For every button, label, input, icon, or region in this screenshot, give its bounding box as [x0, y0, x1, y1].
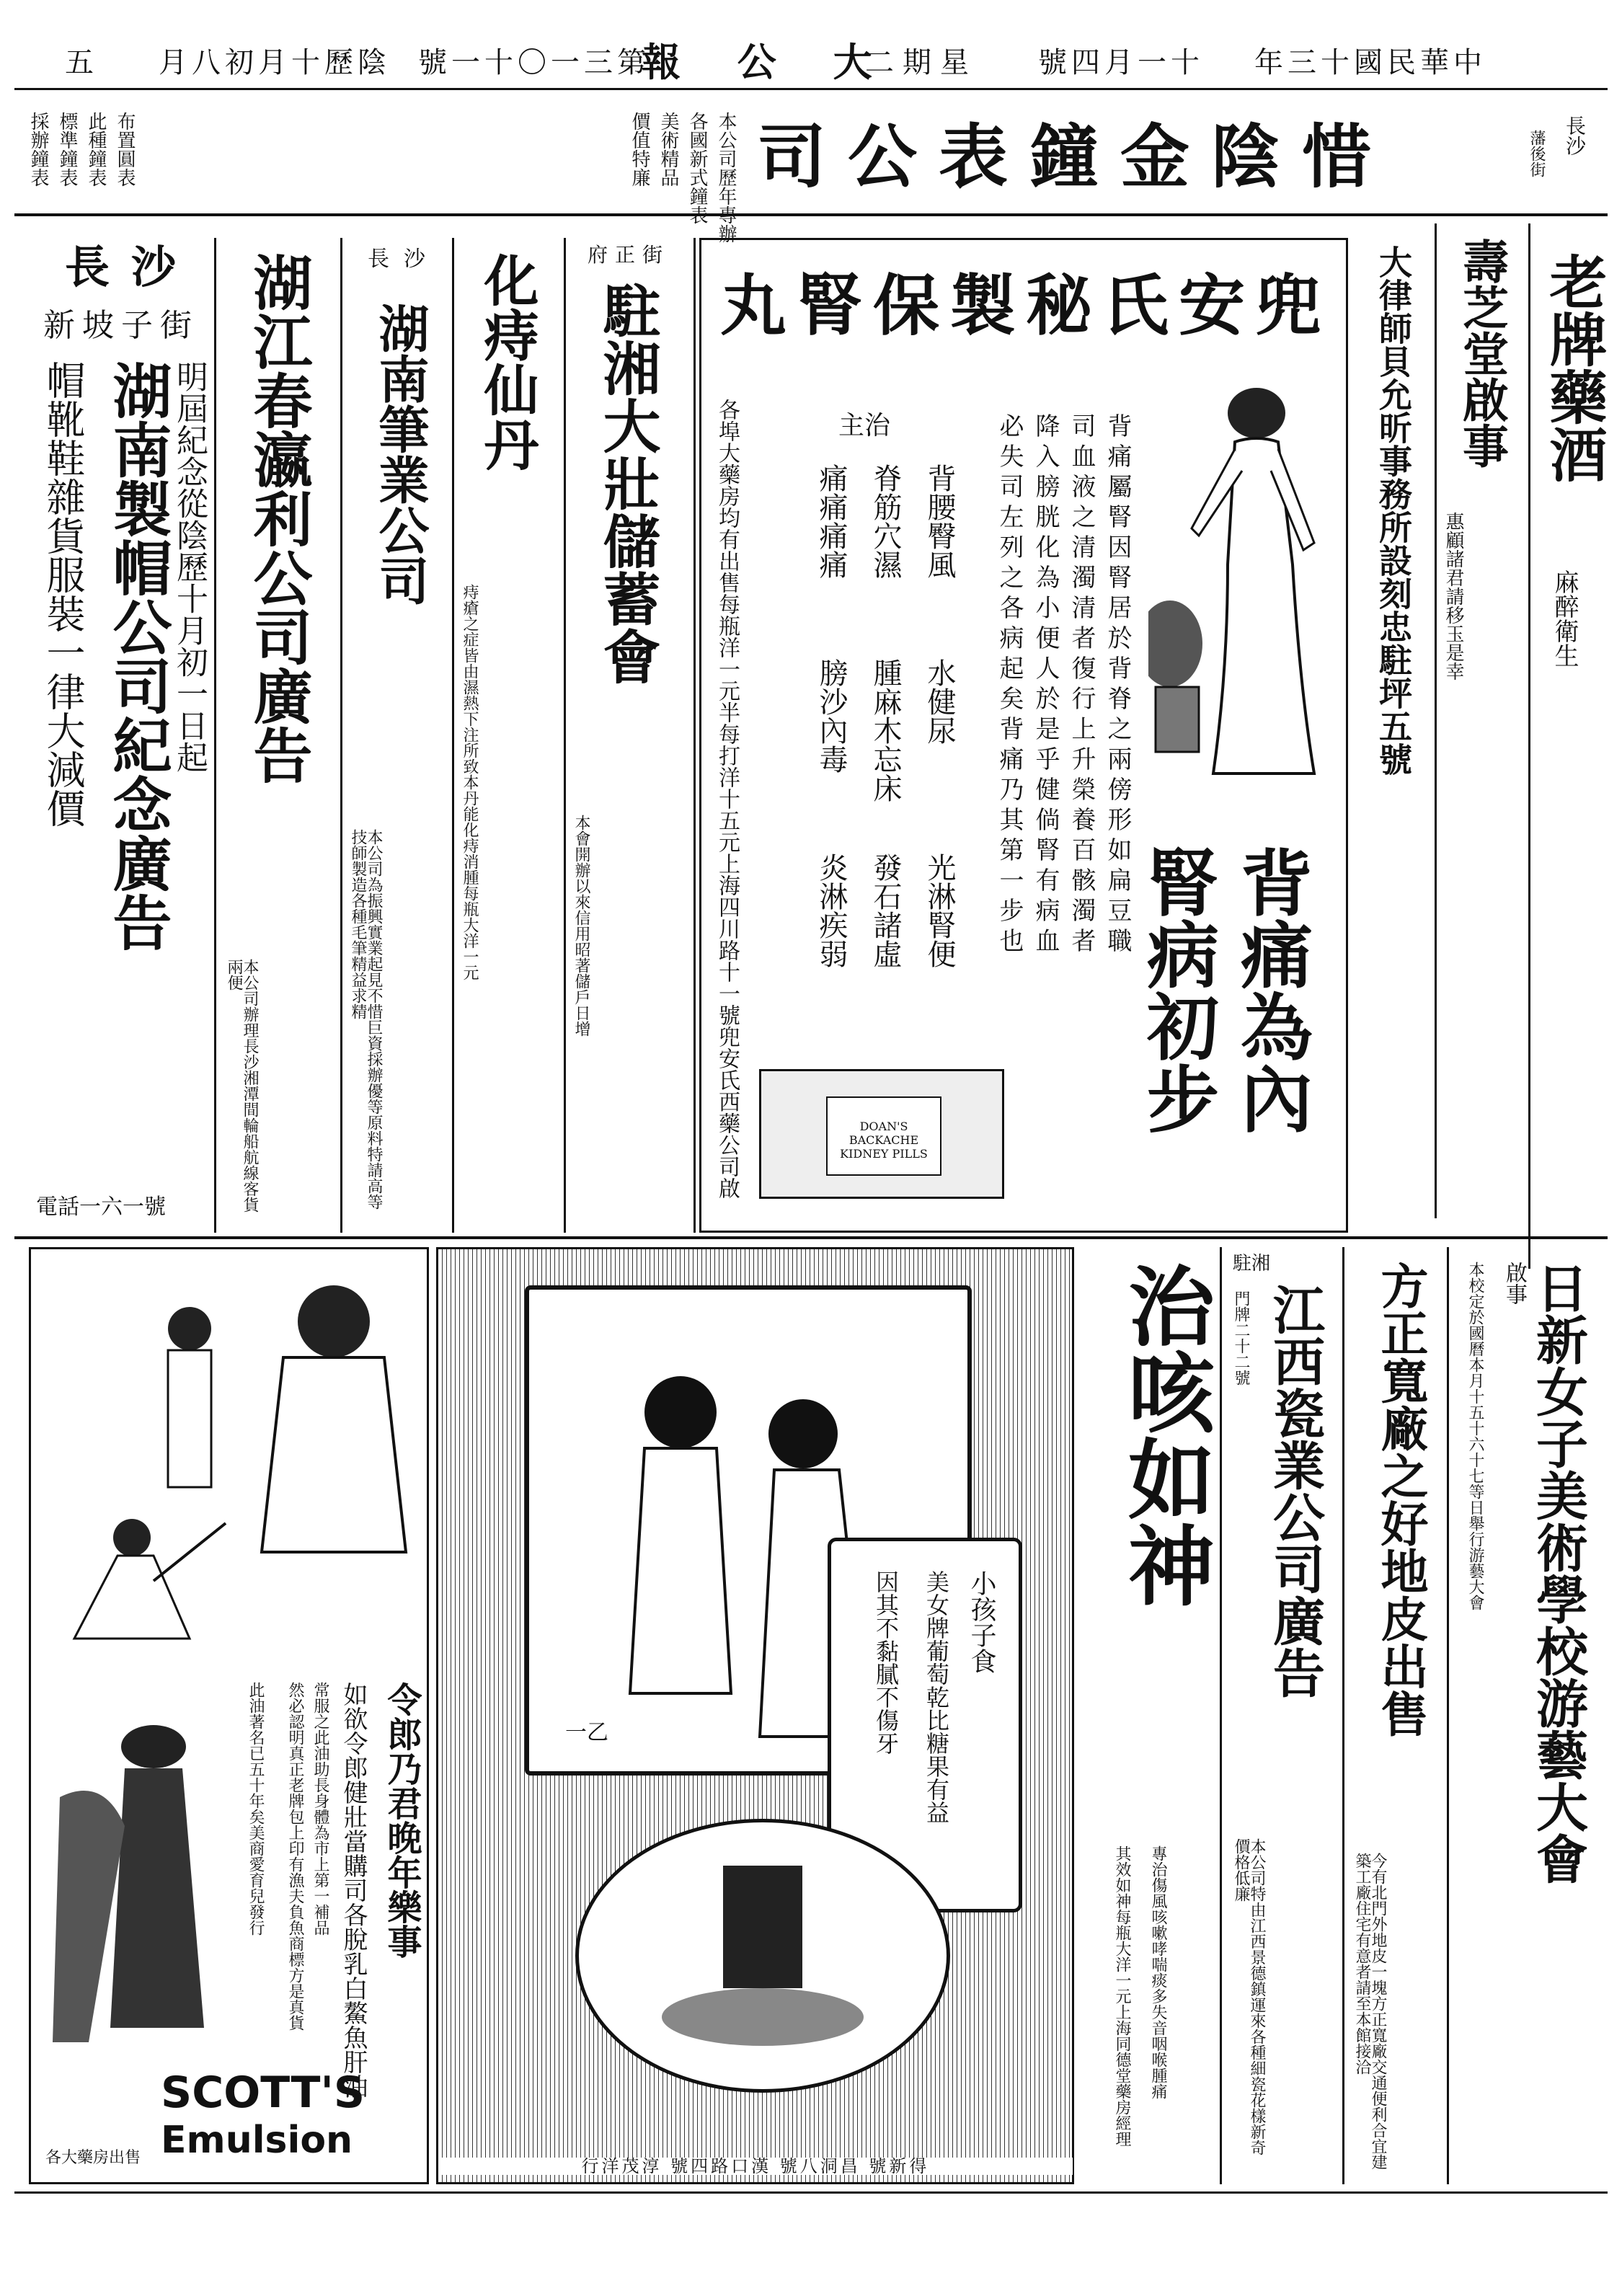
savings-header: 府正街: [588, 243, 670, 267]
treats-column: 水健尿: [923, 658, 956, 745]
banner-copy-line: 布置圓表: [114, 112, 136, 187]
banner-copy-line: 標準鐘表: [56, 112, 78, 187]
raisin-box-illustration: [579, 1822, 947, 2089]
illustration-tag: 一乙: [565, 1720, 608, 1745]
raisin-box-oval: [575, 1819, 950, 2093]
hat-company-ad: [14, 238, 216, 1233]
school-sub: 啟事: [1502, 1262, 1527, 1305]
porcelain-title: 江西瓷業公司廣告: [1264, 1283, 1326, 1698]
hat-ad-sub: 新坡子街: [43, 307, 199, 344]
brush-ad-header: 長沙: [368, 247, 440, 272]
slogan-line-1: 背痛為內: [1228, 846, 1313, 1134]
cough-body-2: 其效如神每瓶大洋一元上海同德堂藥房經理: [1113, 1845, 1131, 2147]
banner-company-name: 司公表鐘金陰惜: [757, 116, 1393, 198]
slogan-line-2: 腎病初步: [1135, 846, 1220, 1134]
brush-company-ad: [346, 238, 454, 1233]
scotts-brand-line2: Emulsion: [161, 2119, 353, 2162]
family-illustration: [45, 1278, 420, 1653]
body-col: 背痛屬腎因腎居於背脊之兩傍形如扁豆職: [1103, 413, 1132, 958]
porcelain-prefix: 駐湘: [1233, 1253, 1271, 1275]
lunar-date: 月八初月十歷陰: [159, 46, 391, 79]
scotts-headline: 令郎乃君晚年樂事: [381, 1682, 422, 1959]
far-right-strip: [1528, 223, 1608, 1269]
porcelain-company-ad: [1226, 1247, 1344, 2184]
hemorrhoid-title: 化痔仙丹: [475, 252, 539, 471]
shouzhitang-notice: [1435, 223, 1525, 1218]
kidney-ad-title: 丸腎保製秘氏安兜: [719, 267, 1331, 345]
banner-copy-line: 此種鐘表: [85, 112, 107, 187]
hat-ad-side: 帽靴鞋雜貨服裝一律大減價: [40, 360, 86, 828]
far-right-sub: 麻醉衛生: [1550, 569, 1579, 668]
kidney-pill-ad: [699, 238, 1348, 1233]
chunying-note: 本公司辦理長沙湘潭間輪船航線客貨兩便: [225, 959, 259, 1213]
cough-medicine-ad: [1078, 1247, 1222, 2184]
shouzhitang-note: 惠顧諸君請移玉是幸: [1442, 512, 1464, 681]
paper-name: 報 公 大: [642, 39, 894, 85]
section-divider: [14, 1236, 1608, 1239]
clock-company-banner: [14, 101, 1608, 243]
date: 號四月一十: [1038, 46, 1204, 79]
raisin-footer: 行洋茂淳 號四路口漢 號八洞昌 號新得: [438, 2158, 1073, 2175]
scotts-sub: 如欲令郎健壯當購司各脫乳白鰲魚肝油: [339, 1682, 368, 2098]
raisin-ad: [436, 1247, 1074, 2184]
land-title: 方正寬廠之好地皮出售: [1373, 1262, 1429, 1737]
hemorrhoid-note: 痔瘡之症皆由濕熱下注所致本丹能化痔消腫每瓶大洋一元: [461, 584, 479, 980]
hat-ad-header: 長沙: [65, 241, 198, 293]
hemorrhoid-pill-ad: [458, 238, 566, 1233]
banner-copy-line: 採辦鐘表: [27, 112, 49, 187]
savings-title: 駐湘大壯儲蓄會: [593, 281, 661, 685]
kidney-price: 各埠大藥房均有出售每瓶洋一元半每打洋十五元上海四川路十一號兜安氏西藥公司啟: [714, 399, 740, 1199]
savings-note: 本會開辦以來信用昭著儲戶日增: [572, 815, 590, 1037]
kidney-ad-body: [766, 413, 1141, 1047]
year: 年三十國民華中: [1254, 46, 1486, 79]
pill-package: [759, 1069, 1004, 1199]
bottom-rule: [14, 2191, 1608, 2194]
scotts-agent: 各大藥房出售: [45, 2149, 141, 2167]
scotts-body-1: 常服之此油助長身體為市上第一補品: [311, 1682, 329, 1936]
treats-column: 脊筋穴濕: [869, 464, 902, 579]
hat-ad-tel: 電話一六一號: [36, 1194, 166, 1220]
banner-city: 長沙: [1563, 115, 1587, 156]
treats-column: 腫麻木忘床: [869, 658, 902, 802]
banner-copy-line: 各國新式鐘表: [686, 112, 708, 224]
land-body: 今有北門外地皮一塊方正寬廠交通便利合宜建築工廠住宅有意者請至本館接洽: [1353, 1853, 1387, 2170]
chunying-title: 湖江春瀛利公司廣告: [244, 252, 313, 784]
banner-copy: [27, 112, 737, 243]
issue-number: 號一十〇一三第: [418, 46, 650, 79]
savings-society-ad: [570, 238, 696, 1233]
banner-copy-line: 價值特廉: [629, 112, 650, 187]
treats-column: 膀沙內毒: [815, 658, 848, 774]
card-line-2: 美女牌葡萄乾比糖果有益: [923, 1570, 950, 1824]
scotts-body-2: 然必認明真正老牌包上印有漁夫負魚商標方是真貨: [286, 1682, 304, 2031]
school-title: 日新女子美術學校游藝大會: [1528, 1262, 1589, 1884]
card-line-1: 小孩子食: [967, 1570, 996, 1674]
banner-copy-line: 美術精品: [657, 112, 679, 187]
body-col: 降入膀胱化為小便人於是乎健倘腎有病血: [1031, 413, 1060, 958]
lawyer-notice: [1355, 223, 1431, 1218]
page-number: 五: [65, 46, 94, 79]
far-right-text: 老牌藥酒: [1540, 252, 1608, 483]
land-sale-ad: [1348, 1247, 1449, 2184]
treats-column: 發石諸虛: [869, 853, 902, 968]
scotts-brand-line1: SCOTT'S: [161, 2067, 365, 2118]
treats-column: 炎淋疾弱: [815, 853, 848, 968]
treats-column: 光淋腎便: [923, 853, 956, 968]
fisherman-trademark: [45, 1711, 233, 2049]
hat-ad-note: 明屆紀念從陰歷十月初一日起: [171, 360, 208, 773]
art-school-ad: [1453, 1247, 1608, 2184]
treats-grid: [781, 464, 954, 1040]
banner-address: 藩後街: [1528, 130, 1546, 177]
scotts-emulsion-ad: [29, 1247, 429, 2184]
banner-copy-line: 本公司歷年專辦: [715, 112, 737, 243]
chunying-ad: [220, 238, 342, 1233]
hat-ad-title: 湖南製帽公司紀念廣告: [103, 360, 172, 952]
weekday: 二期星: [865, 46, 978, 79]
porcelain-address: 門牌二十二號: [1232, 1290, 1250, 1386]
lawyer-text: 大律師貝允昕事務所設刻忠駐坪五號: [1374, 245, 1413, 776]
body-col: 必失司左列之各病起矣背痛乃其第一步也: [995, 413, 1024, 958]
treats-header: 主治: [838, 411, 891, 440]
porcelain-body: 本公司特由江西景德鎮運來各種細瓷花樣新奇價格低廉: [1232, 1838, 1266, 2155]
lady-illustration: [1148, 384, 1343, 788]
treats-column: 痛痛痛痛: [815, 464, 848, 579]
brush-ad-note: 本公司為振興實業起見不惜巨資採辦優等原料特請高等技師製造各種毛筆精益求精: [349, 829, 383, 1210]
body-col: 司血液之清濁清者復行上升榮養百骸濁者: [1067, 413, 1096, 958]
card-line-3: 因其不黏膩不傷牙: [872, 1570, 900, 1755]
cough-title: 治咳如神: [1114, 1262, 1215, 1608]
package-label: DOAN'S BACKACHE KIDNEY PILLS: [826, 1096, 941, 1176]
brush-ad-title: 湖南筆業公司: [371, 303, 430, 606]
school-notes: 本校定於國曆本月十五十六十七等日舉行游藝大會: [1466, 1262, 1484, 1610]
treats-column: 背腰臀風: [923, 464, 956, 579]
masthead: [14, 40, 1608, 90]
cough-body-1: 專治傷風咳嗽哮喘痰多失音咽喉腫痛: [1149, 1845, 1167, 2099]
scotts-body-3: 此油著名已五十年矣美商愛育兒發行: [247, 1682, 265, 1936]
shouzhitang-title: 壽芝堂啟事: [1455, 238, 1509, 469]
